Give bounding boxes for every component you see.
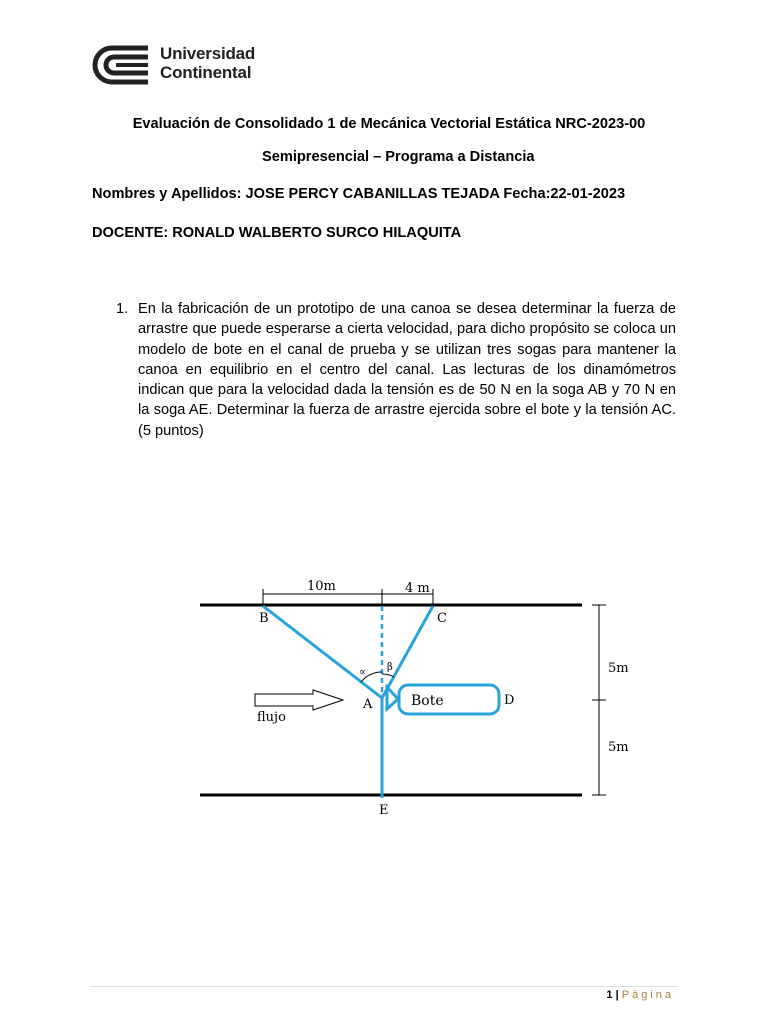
label-e: E xyxy=(379,803,389,818)
dim-label-upper-5m: 5m xyxy=(608,661,629,676)
page-number: 1 xyxy=(606,989,613,1001)
label-b: B xyxy=(259,611,269,626)
page-label: Página xyxy=(621,989,674,1001)
teacher-line: DOCENTE: RONALD WALBERTO SURCO HILAQUITA xyxy=(92,225,462,241)
page-footer xyxy=(606,989,674,1001)
logo-text xyxy=(160,44,255,82)
dim-label-10m: 10m xyxy=(307,579,336,594)
alpha-label: ∝ xyxy=(359,667,366,678)
dim-label-lower-5m: 5m xyxy=(608,740,629,755)
dim-label-4m: 4 m xyxy=(405,581,430,596)
problem-number: 1. xyxy=(116,301,129,317)
boat-bow-icon xyxy=(387,687,398,709)
rope-ab xyxy=(263,606,382,698)
exam-title: Evaluación de Consolidado 1 de Mecánica Vectorial Estática NRC-2023-00 xyxy=(132,116,646,132)
canal-diagram xyxy=(195,575,640,820)
logo-line-2: Continental xyxy=(160,63,252,82)
logo-line-1: Universidad xyxy=(160,44,256,63)
beta-label: β xyxy=(387,662,393,673)
problem-text: En la fabricación de un prototipo de una canoa se desea determinar la fuerza de arrastre que puede esperarse a cierta velocidad, para dicho propósito se coloca un modelo de bote en el canal de prueba y se utilizan tres sogas para mantener la canoa en equilibrio en el centro del canal. Las lecturas de los dinamómetros indican que para la velocidad dada la tensión es de 50 N en la soga AB y 70 N en la soga AE. Determinar la fuerza de arrastre ejercida sobre el bote y la tensión AC. (5 puntos) xyxy=(138,301,676,439)
footer-divider xyxy=(90,986,678,987)
page-separator: | xyxy=(615,989,619,1001)
flow-arrow-icon xyxy=(255,690,343,710)
flow-label: flujo xyxy=(257,710,286,725)
beta-arc xyxy=(382,674,394,677)
problem-1 xyxy=(116,299,676,441)
logo-mark-icon xyxy=(90,42,160,88)
boat-label: Bote xyxy=(411,693,444,709)
exam-subtitle: Semipresencial – Programa a Distancia xyxy=(262,149,535,165)
label-d: D xyxy=(504,693,515,708)
label-c: C xyxy=(437,611,447,626)
label-a: A xyxy=(363,697,373,712)
student-line: Nombres y Apellidos: JOSE PERCY CABANILLAS TEJADA Fecha:22-01-2023 xyxy=(92,186,626,202)
